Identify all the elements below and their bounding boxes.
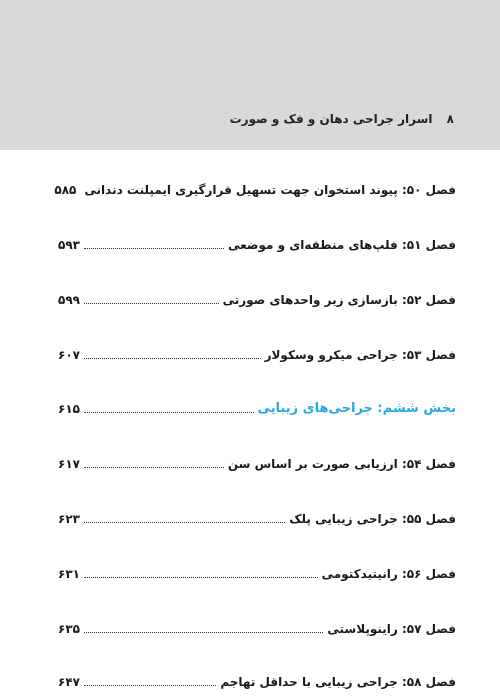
dot-leader — [84, 357, 261, 359]
toc-entry-ch51[interactable] — [58, 231, 456, 253]
toc-entry-ch53[interactable] — [58, 341, 456, 363]
toc-entry-title: فصل ۵۰: پیوند استخوان جهت تسهیل قرارگیری ایمپلنت دندانی — [84, 183, 456, 197]
toc-entry-ch50[interactable] — [54, 176, 456, 198]
dot-leader — [84, 631, 323, 633]
toc-entry-page: ۶۰۷ — [58, 348, 80, 362]
toc-entry-title: فصل ۵۸: جراحی زیبایی با حداقل تهاجم — [220, 675, 456, 689]
header-book-title: اسرار جراحی دهان و فک و صورت — [229, 112, 433, 126]
toc-entry-page: ۶۳۵ — [58, 622, 80, 636]
toc-entry-page: ۵۹۳ — [58, 238, 80, 252]
toc-entry-title: فصل ۵۳: جراحی میکرو وسکولار — [264, 348, 456, 362]
toc-entry-ch52[interactable] — [58, 286, 456, 308]
toc-entry-ch57[interactable] — [58, 615, 456, 637]
toc-entry-title: فصل ۵۲: بازسازی زیر واحدهای صورتی — [222, 293, 456, 307]
toc-entry-page: ۶۴۷ — [58, 675, 80, 689]
dot-leader — [84, 684, 216, 686]
toc-entry-page: ۶۱۷ — [58, 457, 80, 471]
toc-entry-page: ۶۲۳ — [58, 512, 80, 526]
toc-entry-page: ۶۳۱ — [58, 567, 80, 581]
toc-entry-ch56[interactable] — [58, 560, 456, 582]
toc-entry-page: ۶۱۵ — [58, 402, 80, 416]
toc-entry-title: فصل ۵۶: رانیتیدکتومی — [321, 567, 456, 581]
toc-entry-title: فصل ۵۵: جراحی زیبایی پلک — [289, 512, 456, 526]
toc-entry-ch55[interactable] — [58, 505, 456, 527]
header-page-number: ۸ — [446, 112, 454, 126]
dot-leader — [84, 247, 224, 249]
toc-section-part6[interactable] — [58, 395, 456, 417]
toc-entry-title: فصل ۵۴: ارزیابی صورت بر اساس سن — [227, 457, 456, 471]
dot-leader — [84, 521, 285, 523]
toc-entry-ch54[interactable] — [58, 450, 456, 472]
toc-entry-page: ۵۸۵ — [54, 183, 77, 197]
dot-leader — [84, 576, 318, 578]
toc-entry-title: فصل ۵۱: فلپ‌های منطقه‌ای و موضعی — [228, 238, 456, 252]
toc-entry-page: ۵۹۹ — [58, 293, 80, 307]
dot-leader — [84, 411, 254, 413]
dot-leader — [84, 466, 224, 468]
toc-entry-ch58[interactable] — [58, 668, 456, 690]
toc-section-title: بخش ششم: جراحی‌های زیبایی — [257, 401, 456, 416]
toc-entry-title: فصل ۵۷: راینوپلاستی — [327, 622, 456, 636]
dot-leader — [84, 302, 219, 304]
